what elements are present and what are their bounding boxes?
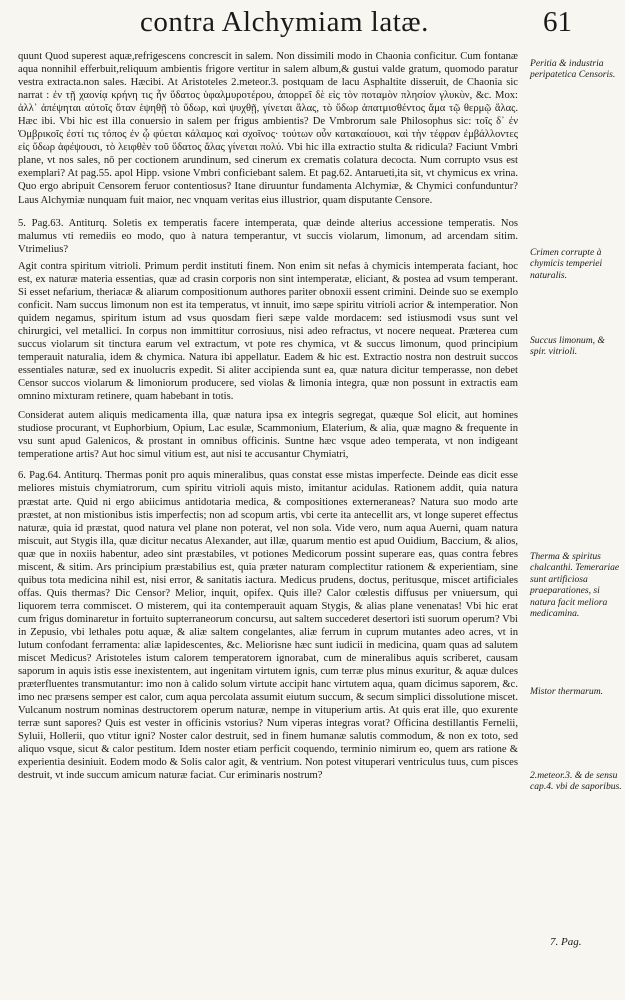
margin-note-meteor: 2.meteor.3. & de sensu cap.4. vbi de saporibus. [530,770,622,793]
margin-note-crimen: Crimen corrupte à chymicis temperiei naturalis. [530,247,603,281]
paragraph-2: 5. Pag.63. Antiturq. Soletis ex temperatis facere intemperata, quæ deinde alterius accessione temperatis. Nos malumus vti remediis eo modo, quo à natura temperantur, vt succis violarum, limonum, ad arcendam sitim. Vtrimelius? [18,217,518,255]
paragraph-4: Considerat autem aliquis medicamenta illa, quæ natura ipsa ex integris segregat, quæque Sol elicit, aut homines studiose procurant, vt Euphorbium, Opium, Lac esulæ, Scammonium, Elaterium, & alia, quæ magno & frequente in vsu sunt apud Galenicos, & prostant in omnibus officinis. Suntne hæc vsque adeo temperata, vt non indigeant temperatione artis? Aut hoc simul vitium est, aut nisi te accusantur Chymiatri, [18,410,518,461]
margin-note-mistor: Mistor thermarum. [530,686,604,697]
margin-note-peritia: Peritia & industria peripatetica Censoris. [530,58,616,81]
margin-note-succus: Succus limonum, & spir. vitrioli. [530,335,605,358]
catchword: 7. Pag. [550,936,582,948]
paragraph-3: Agit contra spiritum vitrioli. Primum perdit instituti finem. Non enim sit nefas à chymicis intemperata faciant, hoc est, ex naturæ materia essentias, quæ ad crasin corporis non sint intemperatæ, eliciant, & postea ad vsum temperant. Si esset nefarium, theriacæ & aliarum compositionum authores pariter obnoxii essent crimini. Deinde suo se exemplo conficit. Nam succus limonum non est ita temperatus, vt innuit, imo sæpe spiritu vitrioli acrior & intemperatior. Non quidem negamus, spiritum istum ad vsus quosdam fieri sæpe valde mordacem: sed istiusmodi vsus sunt vel chirurgici, vel metallici. In corpus non immittitur corrosiuus, nisi adeo refractus, vt nocere nequeat. Præterea cum succus violarum sit tinctura earum vel extractum, vt pote res chymica, vt & succus limonum, quod principium temperauit naturalia, idem & chymica. Natura ibi appellatur. Eadem & hic est. Extractio nostra non destruit succos essentiales naturæ, sed ex inuolucris expedit. Si aliter accipienda sunt ea, quæ natura dicitur temperasse, non debet Censor succos violarum & limoniorum producere, sed violas & limonia integra, quæ non possunt in extractis eam omnino mixturam retinere, quam habebant in totis. [18,260,518,403]
page-number: 61 [543,6,572,38]
paragraph-5: 6. Pag.64. Antiturq. Thermas ponit pro aquis mineralibus, quas constat esse mistas imperfecte. Deinde eas dicit esse meliores mistuis chymiatrorum, cum spiritu vitrioli aquis misto, imitantur acidulas. Rationem addit, quia natura præstat arte. Quid ni ergo abiicimus antidotaria medica, & compositiones externeraneas? Natura suo modo arte præstet, at non mistionibus istis imperfectis; non ad scopum artis, vbi certe ita antecellit ars, vt longe superet effectus naturæ, quia id præstat, quod natura vel plane non poterat, vel non sola. Vide vero, num aqua Auerni, quam natura miscuit, aut Stygis illa, quæ dicitur necatus Alexander, aut illæ, quarum mentio est apud Ouidium, Baccium, & alios, quæ que in noxiis habentur, adeo sint præstabiles, vt potiones Medicorum possint superare eas, quas contra febres miscent, & sitim. Ars principium præstabilius est, quia præter naturam complectitur rationem & experientiam, sine quibus tota medicina nihil est, nisi error, & sanitatis iactura. Medicus prudens, doctus, peritusque, miscet artificiales offas. Quis thermas? Dic Censor? Melior, inquit, opifex. Quis ille? Calor cœlestis diffusus per vniuersum, qui liquorem terra commiscet. O misterem, qui ita contemperauit aquam Stygis, & alias plane venenatas! Vbi hic erat cum frigus dominaretur in fortuito supterraneorum concursu, aut saltem succederet desertori isti suorum operum? Vbi in Zepusio, vbi lethales potu aquæ, & aliæ saltem congelantes, aliæ ferrum in cuprum mutantes adeo acres, vt in lutum confodant ferramenta: aliæ lapidescentes, &c. Meliorisne hæc sunt iudicii in medicina, quam quas ad salutem miscet Medicus? Aristoteles istum calorem temperatorem ignorabat, cum de mineralibus aquis scriberet, causam saporum in aquis istis esse inexistentem, aut ingenitam virtutem ignis, cum terræ plus minus exuritur, & aquæ dulces præterfluentes transmutantur: imo non à calido solum virtute accipit hanc virtutem aqua, quam dicimus saporem, &c. imo nec præsens semper est calor, cum aqua percolata assumit eiutum succum, & secum simplici dissolutione miscet. Vulcanum nostrum nominas destructorem operum naturæ, nempe in vituperium artis. At quis erat ille, quo exurente terræ sunt sapores? Quis est vester in officinis vstorius? Num viperas integras vorat? Officina destillantis Fernelii, Syluii, Hollerii, quo vtitur igni? Noster calor destruit, sed in finem humanæ salutis commodum, & non ex toto, sed aliquo vsque, sicut & calor pestitum. Idem noster etiam perficit coquendo, terminio nimirum eo, quem ars ratione & experientia desiniuit. Eodem modo & Solis calor agit, & ventrium. Non potest vituperari ventriculus tuus, cum pisces destruit, vt inde succum amicum naturæ faciat. Cur eriminaris nostrum? [18,470,518,782]
running-title: contra Alchymiam latæ. [140,6,429,38]
main-text [18,50,518,795]
page-header [0,6,625,42]
margin-note-therma: Therma & spiritus chalcanthi. Temerariae sunt artificiosa praeparationes, si natura facit meliora medicamina. [530,551,620,620]
paragraph-1: quunt Quod superest aquæ,refrigescens concrescit in salem. Non dissimili modo in Chaonia conficitur. Cum fontanæ aqua nonnihil efferbuit,reliquum ambientis frigore vertitur in salem album,& gustui valde gratum, quomodo paratur vestra extracta.non sales. Hæcibi. At Aristoteles 2.meteor.3. postquam de lacu Asphaltite disseruit, de Chaonia sic narrat : ἐν τῇ χαονίᾳ κρήνη τις ἦν ὕδατος ὑφαλμυροτέρου, ἀπορρεῖ δὲ εἰς τὸν ποταμὸν πλησίον γλυκὺν, &c. Mox: ἀλλ᾽ ἀπέψηται αὐτοῖς ὅταν ἑψηθῇ τὸ ὕδωρ, καὶ ψυχθῇ, γίνεται ἅλας, τὸ ὕδωρ ἀπατμισθέντος ἅμα τῷ θερμῷ ἅλας. Hæc ibi. Vbi hic est illa conuersio in salem per frigus ambientis? De Vmbrorum sale Philosophus sic: τοῖς δ᾽ ἐν Ὀμβρικοῖς ἐστί τις τόπος ἐν ᾧ φύεται κάλαμος καὶ σχοῖνος· τούτων οὖν κατακαίουσι, καὶ τὴν τέφραν ἐμβάλλοντες εἰς ὕδωρ ἀφέψουσι, τὸ λειφθὲν τοῦ ὕδατος ἅλας γίνεται πολύ. Vbi hic illa extractio stulta & ridicula? Faciunt Vmbri plane, vt nos sales, nō per coctionem arundinum, sed cinerum ex crematis colatura decocta. Num corrupto vsus est exemplari? At pag.55. apol Hipp. vsione Vmbri conficiebant salem. Et pag.62. Antarueti,ita sit, vt chymicus ex vrina. Quo ergo abripuit Censorem feruor contentiosus? Itane diruuntur fundamenta Alchymiæ, & Chymici confunduntur? Laus Alchymiæ nunquam fuit maior, nec vnquam veritas eius illustrior, quam disputante Censore. [18,51,518,206]
